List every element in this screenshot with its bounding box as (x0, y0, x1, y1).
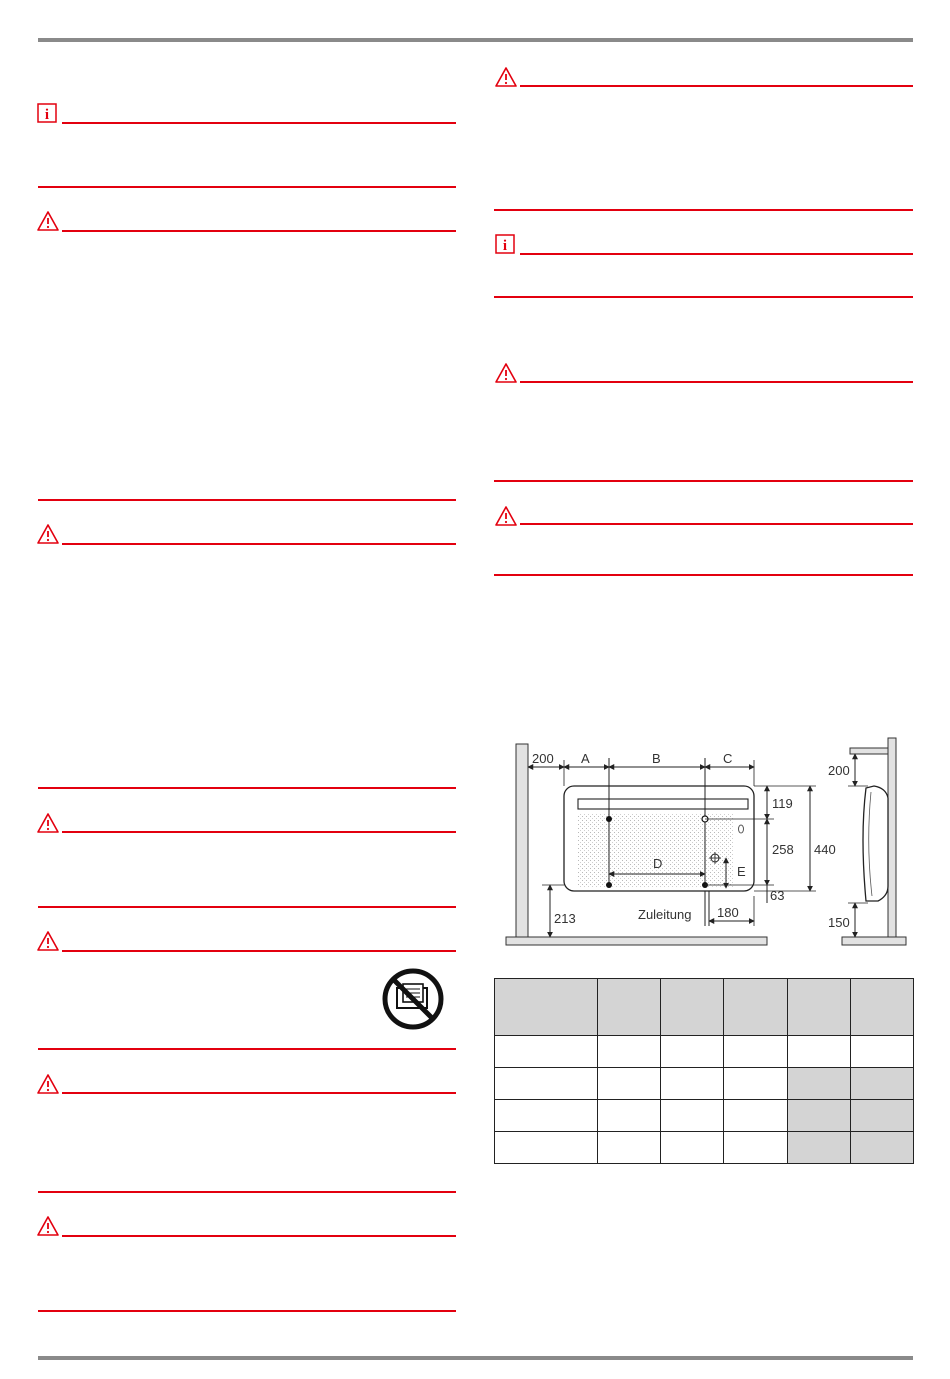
dim-label-440: 440 (814, 842, 836, 857)
warning-icon (36, 1073, 60, 1095)
table-cell (495, 1132, 598, 1164)
floor (506, 937, 767, 945)
table-header-row (495, 979, 914, 1036)
table-row (495, 1132, 914, 1164)
dim-label-e: E (737, 864, 746, 879)
section-divider (62, 230, 456, 232)
dim-label-200: 200 (532, 751, 554, 766)
table-row (495, 1068, 914, 1100)
table-cell (787, 1100, 850, 1132)
section-end-rule (494, 209, 913, 211)
dim-label-119: 119 (772, 796, 793, 811)
side-floor (842, 937, 906, 945)
svg-text:i: i (502, 238, 508, 254)
warning-icon (36, 523, 60, 545)
table-cell (850, 1068, 913, 1100)
table-cell (661, 1132, 724, 1164)
section-divider (62, 122, 456, 124)
section-divider (520, 253, 913, 255)
svg-text:i: i (44, 107, 50, 123)
spec-table (494, 978, 914, 1164)
table-header-cell (495, 979, 598, 1036)
info-icon (494, 233, 518, 255)
table-cell (850, 1036, 913, 1068)
section-divider (520, 523, 913, 525)
mount-hole (606, 882, 612, 888)
table-cell (724, 1132, 787, 1164)
table-cell (598, 1132, 661, 1164)
installation-diagram (494, 736, 914, 950)
table-cell (850, 1132, 913, 1164)
dim-label-180: 180 (717, 905, 739, 920)
table-cell (724, 1068, 787, 1100)
table-header-cell (787, 979, 850, 1036)
table-cell (787, 1132, 850, 1164)
table-cell (661, 1036, 724, 1068)
section-end-rule (38, 499, 456, 501)
table-header-cell (661, 979, 724, 1036)
dim-label-213: 213 (554, 911, 576, 926)
section-end-rule (494, 480, 913, 482)
do-not-cover-icon (380, 966, 446, 1032)
heater-grille (578, 814, 734, 888)
warning-icon (36, 210, 60, 232)
dim-label-side-200: 200 (828, 763, 850, 778)
table-header-cell (850, 979, 913, 1036)
section-end-rule (494, 574, 913, 576)
section-divider (62, 831, 456, 833)
info-icon (36, 102, 60, 124)
section-divider (520, 85, 913, 87)
dim-label-258: 258 (772, 842, 794, 857)
warning-icon (36, 930, 60, 952)
section-divider (62, 1092, 456, 1094)
table-cell (495, 1068, 598, 1100)
heater-top-slot (578, 799, 748, 809)
table-cell (495, 1036, 598, 1068)
table-cell (661, 1068, 724, 1100)
table-cell (495, 1100, 598, 1132)
section-end-rule (38, 186, 456, 188)
table-cell (724, 1036, 787, 1068)
table-cell (598, 1036, 661, 1068)
section-end-rule (38, 906, 456, 908)
table-cell (598, 1100, 661, 1132)
page-bottom-rule (38, 1356, 913, 1360)
section-end-rule (494, 296, 913, 298)
wall (516, 744, 528, 937)
warning-icon (36, 1215, 60, 1237)
table-row (495, 1036, 914, 1068)
table-cell (850, 1100, 913, 1132)
dim-label-side-150: 150 (828, 915, 850, 930)
warning-icon (494, 66, 518, 88)
table-header-cell (724, 979, 787, 1036)
warning-icon (494, 362, 518, 384)
table-cell (724, 1100, 787, 1132)
section-end-rule (38, 1191, 456, 1193)
table-header-cell (598, 979, 661, 1036)
section-divider (62, 1235, 456, 1237)
dim-label-c: C (723, 751, 733, 766)
table-cell (661, 1100, 724, 1132)
dim-label-d: D (653, 856, 663, 871)
side-heater (863, 786, 888, 901)
section-end-rule (38, 1310, 456, 1312)
table-cell (787, 1068, 850, 1100)
page-top-rule (38, 38, 913, 42)
side-wall (888, 738, 896, 937)
table-cell (787, 1036, 850, 1068)
side-ceiling-plate (850, 748, 888, 754)
warning-icon (494, 505, 518, 527)
table-row (495, 1100, 914, 1132)
section-end-rule (38, 787, 456, 789)
section-end-rule (38, 1048, 456, 1050)
dim-label-a: A (581, 751, 590, 766)
section-divider (62, 950, 456, 952)
dim-label-63: 63 (770, 888, 785, 903)
dim-label-b: B (652, 751, 661, 766)
section-divider (62, 543, 456, 545)
warning-icon (36, 812, 60, 834)
section-divider (520, 381, 913, 383)
cable-label: Zuleitung (638, 907, 692, 922)
mount-hole (606, 816, 612, 822)
table-cell (598, 1068, 661, 1100)
